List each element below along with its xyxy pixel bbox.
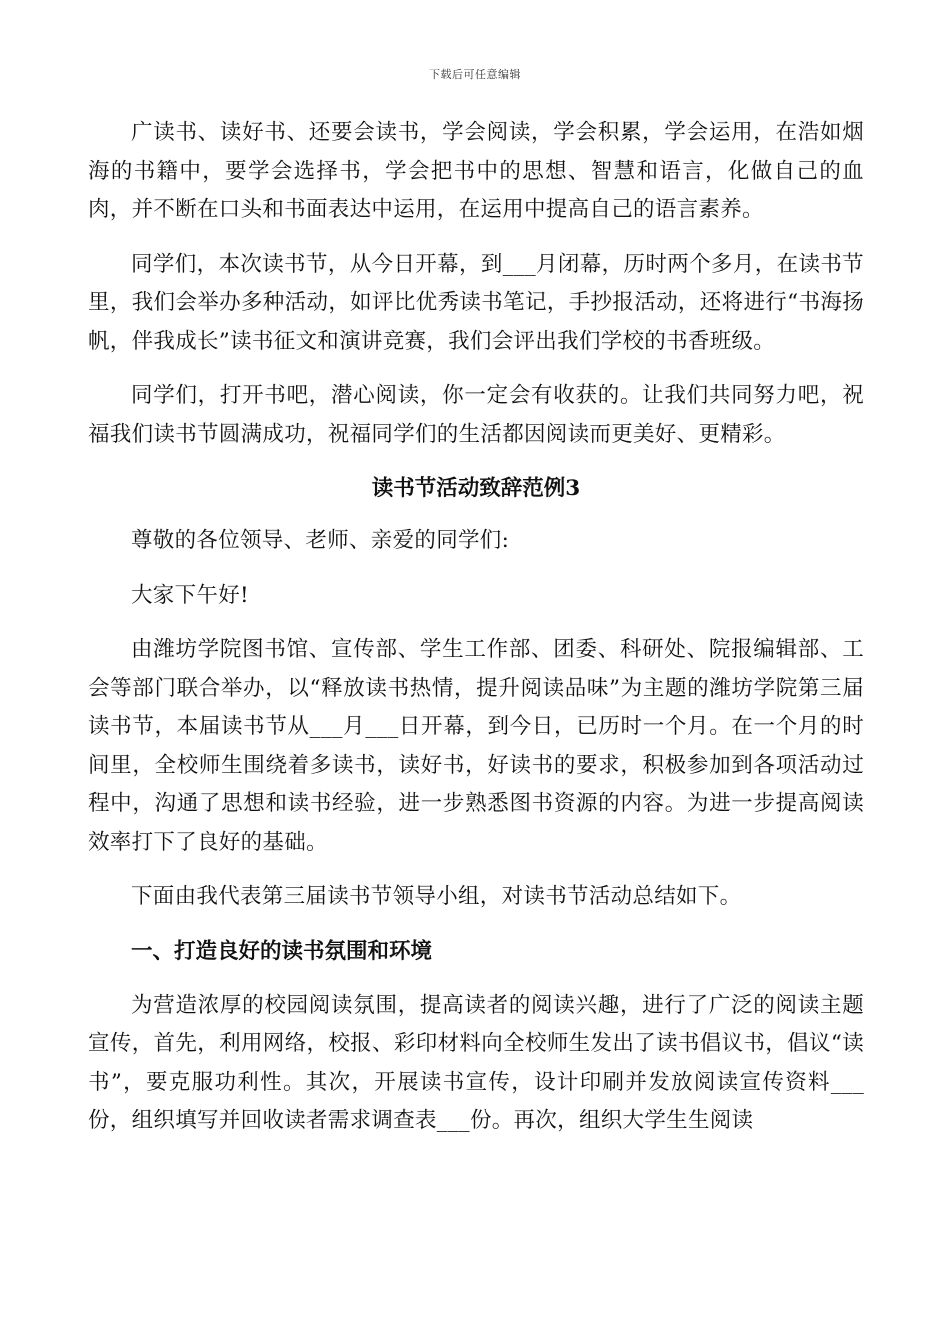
subsection-title: 一、打造良好的读书氛围和环境 <box>131 938 433 964</box>
paragraph-1: 广读书、读好书、还要会读书，学会阅读，学会积累，学会运用，在浩如烟海的书籍中，要学会选择书，学会把书中的思想、智慧和语言，化做自己的血肉，并不断在口头和书面表达中运用，在运用中提高自己的语言素养。 <box>88 120 864 222</box>
section-heading: 读书节活动致辞范例3 <box>371 476 581 501</box>
salutation: 尊敬的各位领导、老师、亲爱的同学们: <box>131 528 510 553</box>
document-body <box>88 114 864 1157</box>
paragraph-2: 同学们，本次读书节，从今日开幕，到___月闭幕，历时两个多月，在读书节里，我们会举办多种活动，如评比优秀读书笔记，手抄报活动，还将进行“书海扬帆，伴我成长”读书征文和演讲竞赛，我们会评出我们学校的书香班级。 <box>88 251 864 354</box>
paragraph-6: 为营造浓厚的校园阅读氛围，提高读者的阅读兴趣，进行了广泛的阅读主题宣传，首先，利用网络，校报、彩印材料向全校师生发出了读书倡议书，倡议“读书”，要克服功利性。其次，开展读书宣传，设计印刷并发放阅读宣传资料___份，组织填写并回收读者需求调查表___份。再次，组织大学生生阅读 <box>88 992 864 1133</box>
header-watermark: 下载后可任意编辑 <box>429 68 521 81</box>
paragraph-3: 同学们，打开书吧，潜心阅读，你一定会有收获的。让我们共同努力吧，祝福我们读书节圆满成功，祝福同学们的生活都因阅读而更美好、更精彩。 <box>88 383 864 447</box>
paragraph-4: 由潍坊学院图书馆、宣传部、学生工作部、团委、科研处、院报编辑部、工会等部门联合举办，以“释放读书热情，提升阅读品味”为主题的潍坊学院第三届读书节，本届读书节从___月___日开幕，到今日，已历时一个月。在一个月的时间里，全校师生围绕着多读书，读好书，好读书的要求，积极参加到各项活动过程中，沟通了思想和读书经验，进一步熟悉图书资源的内容。为进一步提高阅读效率打下了良好的基础。 <box>88 637 864 855</box>
greeting: 大家下午好! <box>131 582 249 608</box>
paragraph-5: 下面由我代表第三届读书节领导小组，对读书节活动总结如下。 <box>131 884 742 909</box>
